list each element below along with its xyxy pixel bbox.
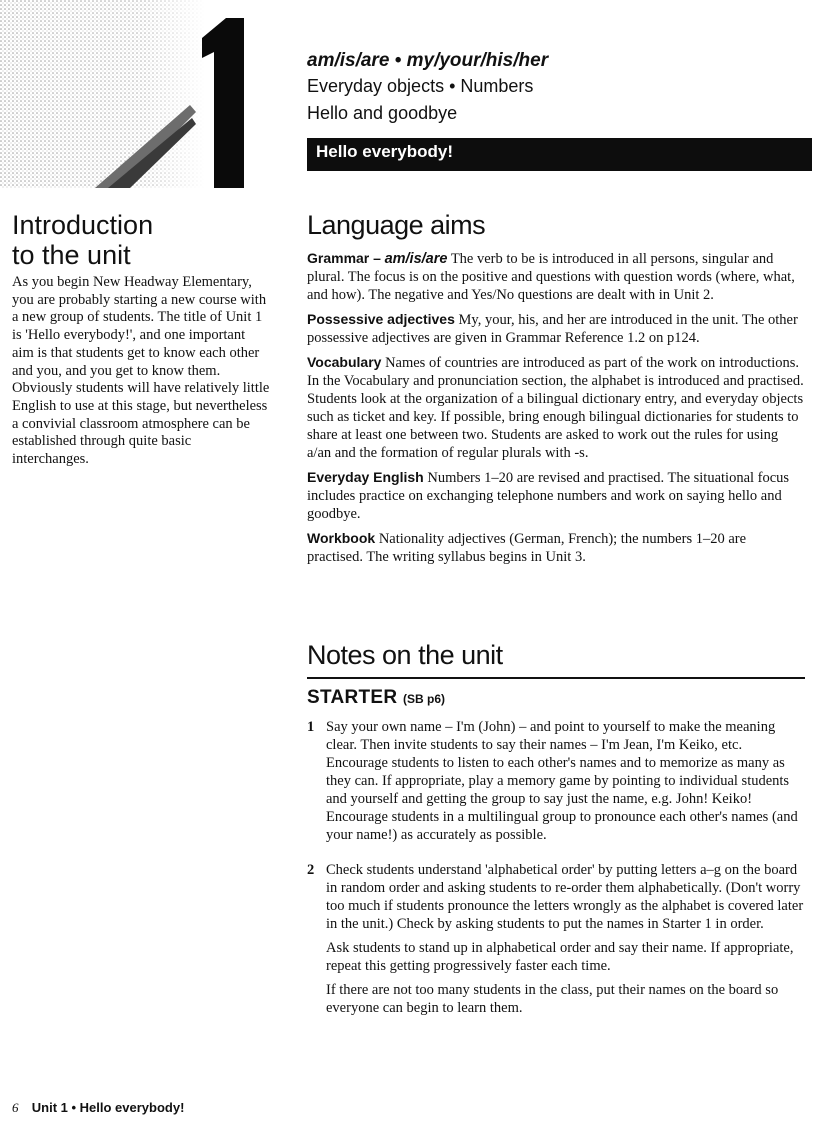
footer-unit-title: Unit 1 • Hello everybody! bbox=[31, 1100, 185, 1115]
page-number: 6 bbox=[12, 1100, 19, 1115]
unit-title: Hello everybody! bbox=[316, 142, 453, 161]
unit-header-graphic bbox=[0, 0, 205, 188]
grammar-aim: Grammar – am/is/are The verb to be is introduced in all persons, singular and plural. The focus is on the positive and questions with question words (where, what, and how). The negative and Yes/No questions are dealt with in Unit 2. bbox=[307, 250, 795, 303]
page-footer bbox=[12, 1100, 184, 1116]
everyday-english-aim: Everyday English Numbers 1–20 are revised and practised. The situational focus includes practice on exchanging telephone numbers and work on saying hello and goodbye. bbox=[307, 469, 790, 522]
language-aims-heading: Language aims bbox=[307, 210, 486, 240]
workbook-aim: Workbook Nationality adjectives (German, French); the numbers 1–20 are practised. The writing syllabus begins in Unit 3. bbox=[307, 530, 747, 565]
notes-divider bbox=[307, 677, 805, 679]
vocabulary-aim: Vocabulary Names of countries are introduced as part of the work on introductions. In the Vocabulary and pronunciation section, the alphabet is introduced and practised. Students look at the organization of a bilingual dictionary entry, and everyday objects such as ticket and key. If possible, bring enough bilingual dictionaries for students to share at least one between two. Students are asked to work out the rules for using a/an and the formation of regular plurals with -s. bbox=[307, 354, 804, 461]
intro-heading: Introduction to the unit bbox=[12, 210, 154, 270]
possessive-aim: Possessive adjectives My, your, his, and her are introduced in the unit. The other possessive adjectives are given in Grammar Reference 1.2 on p124. bbox=[307, 311, 798, 346]
topics-line-2: Hello and goodbye bbox=[307, 103, 458, 123]
starter-item-2-extra-2: If there are not too many students in the class, put their names on the board so everyone can begin to learn them. bbox=[326, 982, 779, 1016]
starter-item-2: 2 Check students understand 'alphabetical order' by putting letters a–g on the board in random order and asking students to re-order them alphabetically. (Don't worry too much if students pronounce the letters wrongly as the alphabet is covered later in the unit.) Check by asking students to put the names in Starter 1 in order. Ask students to stand up in alphabetical order and say their name. If appropriate, repeat this getting progressively faster each time. If there are not too many students in the class, put their names on the board so everyone can begin to learn them. bbox=[307, 862, 804, 1016]
starter-item-2-extra-1: Ask students to stand up in alphabetical order and say their name. If appropriate, repeat this getting progressively faster each time. bbox=[326, 940, 794, 974]
intro-body: As you begin New Headway Elementary, you are probably starting a new course with a new group of students. The title of Unit 1 is 'Hello everybody!', and one important aim is that students get to know each other and you, and you get to know them. Obviously students will have relatively little English to use at this stage, but nevertheless a convivial classroom atmosphere can be established through quite basic interchanges. bbox=[12, 274, 270, 468]
language-aims bbox=[307, 249, 805, 572]
unit-number-graphic bbox=[196, 10, 246, 188]
notes-heading: Notes on the unit bbox=[307, 640, 503, 670]
topics-line: Everyday objects • Numbers bbox=[307, 76, 534, 96]
grammar-focus-line: am/is/are • my/your/his/her bbox=[307, 50, 549, 71]
starter-heading: STARTER (SB p6) bbox=[307, 687, 446, 708]
starter-item-1: 1 Say your own name – I'm (John) – and point to yourself to make the meaning clear. Then invite students to say their names – I'm Jean, I'm Keiko, etc. Encourage students to listen to each other's names and to memorize as many as they can. If appropriate, play a memory game by pointing to individual students and yourself and getting the group to say just the name, e.g. John! Keiko! Encourage students in a multilingual group to pronounce each other's names (and your name!) as accurately as possible. bbox=[307, 719, 798, 843]
